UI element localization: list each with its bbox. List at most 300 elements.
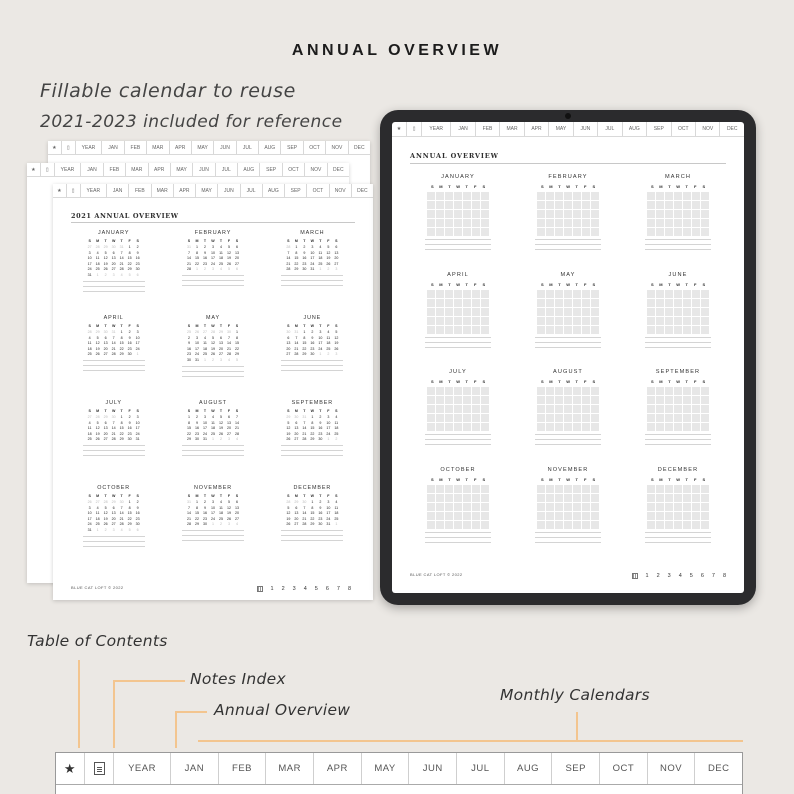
day-cell[interactable]: 10	[318, 335, 323, 340]
day-cell[interactable]: 11	[318, 250, 323, 255]
fillable-day-cell[interactable]	[683, 414, 691, 422]
day-cell[interactable]: 30	[135, 522, 140, 527]
tab-notes[interactable]	[407, 122, 422, 136]
day-cell[interactable]: 18	[210, 426, 215, 431]
tab-year[interactable]: YEAR	[114, 753, 171, 784]
fillable-day-cell[interactable]	[564, 387, 572, 395]
fillable-day-cell[interactable]	[674, 423, 682, 431]
day-cell[interactable]: 19	[103, 261, 108, 266]
day-cell[interactable]: 3	[136, 330, 139, 334]
day-cell[interactable]: 28	[95, 245, 100, 249]
day-cell[interactable]: 20	[226, 426, 231, 431]
fillable-day-cell[interactable]	[564, 414, 572, 422]
day-cell[interactable]: 27	[334, 261, 339, 266]
day-cell[interactable]: 21	[111, 346, 116, 351]
day-cell[interactable]: 26	[286, 522, 291, 527]
page-link[interactable]: 2	[281, 586, 285, 592]
day-cell[interactable]: 2	[219, 522, 222, 527]
fillable-day-cell[interactable]	[573, 512, 581, 520]
fillable-day-cell[interactable]	[546, 405, 554, 413]
tab-notes[interactable]	[41, 163, 55, 176]
day-cell[interactable]: 15	[302, 341, 307, 346]
fillable-day-cell[interactable]	[573, 228, 581, 236]
day-cell[interactable]: 29	[294, 500, 299, 504]
fillable-day-cell[interactable]	[454, 387, 462, 395]
fillable-day-cell[interactable]	[463, 414, 471, 422]
day-cell[interactable]: 4	[219, 245, 222, 249]
day-cell[interactable]: 30	[111, 415, 116, 419]
fillable-day-cell[interactable]	[436, 485, 444, 493]
fillable-day-cell[interactable]	[445, 503, 453, 511]
day-cell[interactable]: 5	[287, 420, 290, 425]
fillable-day-cell[interactable]	[692, 521, 700, 529]
day-cell[interactable]: 7	[120, 250, 123, 255]
tab-oct[interactable]: OCT	[304, 141, 326, 154]
fillable-day-cell[interactable]	[454, 512, 462, 520]
day-cell[interactable]: 27	[95, 500, 100, 504]
day-cell[interactable]: 14	[302, 426, 307, 431]
fillable-day-cell[interactable]	[573, 405, 581, 413]
day-cell[interactable]: 29	[234, 352, 239, 357]
day-cell[interactable]: 16	[135, 511, 140, 516]
fillable-day-cell[interactable]	[427, 512, 435, 520]
day-cell[interactable]: 1	[303, 330, 306, 334]
fillable-day-cell[interactable]	[665, 308, 673, 316]
fillable-day-cell[interactable]	[701, 396, 709, 404]
day-cell[interactable]: 9	[203, 505, 206, 510]
fillable-day-cell[interactable]	[546, 210, 554, 218]
day-cell[interactable]: 14	[226, 341, 231, 346]
fillable-day-cell[interactable]	[683, 387, 691, 395]
page-link[interactable]: 6	[325, 586, 329, 592]
day-cell[interactable]: 20	[294, 431, 299, 436]
day-cell[interactable]: 19	[326, 256, 331, 261]
fillable-day-cell[interactable]	[546, 396, 554, 404]
fillable-day-cell[interactable]	[674, 503, 682, 511]
fillable-day-cell[interactable]	[692, 290, 700, 298]
day-cell[interactable]: 9	[128, 420, 131, 425]
day-cell[interactable]: 25	[326, 346, 331, 351]
day-cell[interactable]: 30	[318, 437, 323, 442]
tab-dec[interactable]: DEC	[354, 144, 365, 151]
fillable-day-cell[interactable]	[665, 290, 673, 298]
day-cell[interactable]: 27	[87, 415, 92, 419]
day-cell[interactable]: 15	[127, 256, 132, 261]
fillable-day-cell[interactable]	[472, 512, 480, 520]
fillable-day-cell[interactable]	[436, 387, 444, 395]
day-cell[interactable]: 30	[186, 357, 191, 362]
tab-jun[interactable]: JUN	[214, 141, 236, 154]
tab-apr[interactable]: APR	[174, 184, 196, 197]
fillable-day-cell[interactable]	[674, 494, 682, 502]
day-cell[interactable]: 20	[218, 346, 223, 351]
fillable-day-cell[interactable]	[454, 192, 462, 200]
fillable-day-cell[interactable]	[555, 405, 563, 413]
day-cell[interactable]: 11	[211, 420, 215, 425]
day-cell[interactable]: 25	[218, 261, 223, 266]
day-cell[interactable]: 24	[326, 516, 331, 521]
fillable-day-cell[interactable]	[454, 299, 462, 307]
day-cell[interactable]: 24	[87, 267, 92, 272]
fillable-day-cell[interactable]	[472, 308, 480, 316]
day-cell[interactable]: 20	[234, 511, 239, 516]
day-cell[interactable]: 2	[195, 415, 198, 419]
day-cell[interactable]: 7	[112, 335, 115, 340]
tab-may[interactable]: MAY	[362, 753, 410, 784]
day-cell[interactable]: 13	[334, 250, 339, 255]
day-cell[interactable]: 15	[234, 341, 239, 346]
day-cell[interactable]: 5	[227, 245, 230, 249]
day-cell[interactable]: 24	[87, 522, 92, 527]
day-cell[interactable]: 25	[210, 431, 215, 436]
day-cell[interactable]: 29	[119, 437, 124, 442]
day-cell[interactable]: 11	[219, 250, 223, 255]
fillable-day-cell[interactable]	[555, 299, 563, 307]
day-cell[interactable]: 16	[127, 341, 132, 346]
fillable-day-cell[interactable]	[537, 512, 545, 520]
fillable-day-cell[interactable]	[463, 494, 471, 502]
day-cell[interactable]: 9	[319, 420, 322, 425]
fillable-day-cell[interactable]	[674, 405, 682, 413]
fillable-day-cell[interactable]	[546, 228, 554, 236]
day-cell[interactable]: 22	[127, 261, 132, 266]
fillable-day-cell[interactable]	[463, 485, 471, 493]
fillable-day-cell[interactable]	[537, 210, 545, 218]
fillable-day-cell[interactable]	[582, 485, 590, 493]
fillable-day-cell[interactable]	[692, 485, 700, 493]
fillable-day-cell[interactable]	[537, 521, 545, 529]
day-cell[interactable]: 7	[287, 250, 290, 255]
day-cell[interactable]: 15	[119, 341, 124, 346]
day-cell[interactable]: 1	[203, 357, 206, 362]
day-cell[interactable]: 8	[235, 335, 238, 340]
fillable-day-cell[interactable]	[472, 210, 480, 218]
tab-feb[interactable]: FEB	[219, 753, 267, 784]
fillable-day-cell[interactable]	[582, 192, 590, 200]
day-cell[interactable]: 9	[319, 505, 322, 510]
day-cell[interactable]: 21	[111, 431, 116, 436]
day-cell[interactable]: 18	[334, 426, 339, 431]
fillable-day-cell[interactable]	[591, 485, 599, 493]
fillable-day-cell[interactable]	[427, 317, 435, 325]
day-cell[interactable]: 6	[104, 420, 107, 425]
day-cell[interactable]: 28	[87, 330, 92, 334]
fillable-day-cell[interactable]	[537, 405, 545, 413]
tab-nov[interactable]: NOV	[648, 753, 696, 784]
fillable-day-cell[interactable]	[454, 290, 462, 298]
fillable-day-cell[interactable]	[472, 503, 480, 511]
fillable-day-cell[interactable]	[665, 521, 673, 529]
day-cell[interactable]: 15	[127, 511, 132, 516]
fillable-day-cell[interactable]	[674, 192, 682, 200]
fillable-day-cell[interactable]	[591, 521, 599, 529]
day-cell[interactable]: 24	[194, 352, 199, 357]
day-cell[interactable]: 27	[202, 330, 207, 334]
day-cell[interactable]: 17	[135, 426, 140, 431]
page-link[interactable]: 4	[303, 586, 307, 592]
day-cell[interactable]: 5	[104, 505, 107, 510]
tab-star[interactable]	[56, 753, 85, 784]
tab-feb[interactable]: FEB	[125, 141, 147, 154]
fillable-day-cell[interactable]	[436, 521, 444, 529]
fillable-day-cell[interactable]	[701, 192, 709, 200]
fillable-day-cell[interactable]	[481, 290, 489, 298]
day-cell[interactable]: 5	[227, 500, 230, 504]
fillable-day-cell[interactable]	[701, 308, 709, 316]
day-cell[interactable]: 27	[234, 516, 239, 521]
day-cell[interactable]: 19	[286, 431, 291, 436]
day-cell[interactable]: 4	[88, 420, 91, 425]
day-cell[interactable]: 5	[335, 330, 338, 334]
fillable-day-cell[interactable]	[591, 396, 599, 404]
day-cell[interactable]: 27	[103, 437, 108, 442]
day-cell[interactable]: 5	[96, 335, 99, 340]
fillable-day-cell[interactable]	[683, 405, 691, 413]
fillable-day-cell[interactable]	[656, 405, 664, 413]
day-cell[interactable]: 2	[128, 330, 131, 334]
day-cell[interactable]: 2	[128, 415, 131, 419]
fillable-day-cell[interactable]	[463, 219, 471, 227]
day-cell[interactable]: 28	[234, 431, 239, 436]
page-link[interactable]: 2	[656, 573, 660, 579]
day-cell[interactable]: 26	[95, 352, 100, 357]
fillable-day-cell[interactable]	[692, 387, 700, 395]
day-cell[interactable]: 12	[286, 511, 291, 516]
fillable-day-cell[interactable]	[692, 494, 700, 502]
day-cell[interactable]: 2	[319, 500, 322, 504]
tab-jul[interactable]: JUL	[598, 122, 622, 136]
fillable-day-cell[interactable]	[591, 326, 599, 334]
day-cell[interactable]: 7	[295, 335, 298, 340]
fillable-day-cell[interactable]	[555, 485, 563, 493]
fillable-day-cell[interactable]	[564, 201, 572, 209]
day-cell[interactable]: 4	[235, 437, 238, 442]
day-cell[interactable]: 29	[310, 522, 315, 527]
day-cell[interactable]: 17	[202, 426, 207, 431]
day-cell[interactable]: 15	[119, 426, 124, 431]
tab-feb[interactable]: FEB	[129, 184, 151, 197]
fillable-day-cell[interactable]	[647, 228, 655, 236]
fillable-day-cell[interactable]	[692, 201, 700, 209]
day-cell[interactable]: 8	[120, 335, 123, 340]
fillable-day-cell[interactable]	[546, 423, 554, 431]
day-cell[interactable]: 30	[111, 245, 116, 249]
tab-mar[interactable]: MAR	[152, 184, 174, 197]
day-cell[interactable]: 6	[136, 272, 139, 277]
day-cell[interactable]: 27	[111, 522, 116, 527]
day-cell[interactable]: 30	[294, 415, 299, 419]
day-cell[interactable]: 1	[235, 330, 238, 334]
fillable-day-cell[interactable]	[582, 299, 590, 307]
day-cell[interactable]: 21	[186, 261, 191, 266]
day-cell[interactable]: 19	[210, 346, 215, 351]
fillable-day-cell[interactable]	[683, 396, 691, 404]
fillable-day-cell[interactable]	[656, 201, 664, 209]
tab-jul[interactable]: JUL	[216, 163, 238, 176]
fillable-day-cell[interactable]	[647, 290, 655, 298]
fillable-day-cell[interactable]	[692, 228, 700, 236]
day-cell[interactable]: 5	[128, 272, 131, 277]
day-cell[interactable]: 31	[111, 330, 116, 334]
day-cell[interactable]: 8	[195, 505, 198, 510]
fillable-day-cell[interactable]	[656, 192, 664, 200]
day-cell[interactable]: 27	[234, 261, 239, 266]
day-cell[interactable]: 28	[119, 522, 124, 527]
fillable-day-cell[interactable]	[463, 405, 471, 413]
day-cell[interactable]: 12	[95, 426, 100, 431]
day-cell[interactable]: 31	[302, 415, 307, 419]
day-cell[interactable]: 3	[319, 330, 322, 334]
fillable-day-cell[interactable]	[436, 494, 444, 502]
fillable-day-cell[interactable]	[472, 219, 480, 227]
day-cell[interactable]: 15	[194, 511, 199, 516]
note-line[interactable]	[83, 546, 145, 551]
tab-dec[interactable]: DEC	[707, 763, 730, 774]
fillable-day-cell[interactable]	[656, 299, 664, 307]
fillable-day-cell[interactable]	[537, 317, 545, 325]
tab-mar[interactable]: MAR	[500, 122, 524, 136]
day-cell[interactable]: 23	[302, 261, 307, 266]
fillable-day-cell[interactable]	[481, 317, 489, 325]
grid-icon[interactable]	[257, 586, 263, 592]
fillable-day-cell[interactable]	[427, 387, 435, 395]
note-line[interactable]	[425, 542, 491, 547]
day-cell[interactable]: 16	[202, 511, 207, 516]
day-cell[interactable]: 11	[219, 505, 223, 510]
fillable-day-cell[interactable]	[472, 201, 480, 209]
day-cell[interactable]: 26	[226, 516, 231, 521]
day-cell[interactable]: 18	[326, 341, 331, 346]
tab-jul[interactable]: JUL	[457, 753, 505, 784]
tab-jun[interactable]: JUN	[218, 184, 240, 197]
tab-mar[interactable]: MAR	[147, 141, 169, 154]
day-cell[interactable]: 28	[226, 352, 231, 357]
fillable-day-cell[interactable]	[564, 423, 572, 431]
day-cell[interactable]: 1	[120, 415, 123, 419]
fillable-day-cell[interactable]	[537, 423, 545, 431]
fillable-day-cell[interactable]	[701, 387, 709, 395]
fillable-day-cell[interactable]	[445, 414, 453, 422]
fillable-day-cell[interactable]	[591, 219, 599, 227]
fillable-day-cell[interactable]	[436, 290, 444, 298]
day-cell[interactable]: 10	[210, 505, 215, 510]
fillable-day-cell[interactable]	[472, 423, 480, 431]
day-cell[interactable]: 3	[327, 500, 330, 504]
fillable-day-cell[interactable]	[692, 503, 700, 511]
day-cell[interactable]: 12	[226, 250, 231, 255]
fillable-day-cell[interactable]	[445, 405, 453, 413]
tab-jan[interactable]: JAN	[81, 163, 103, 176]
tab-may[interactable]: MAY	[171, 163, 193, 176]
day-cell[interactable]: 27	[87, 245, 92, 249]
fillable-day-cell[interactable]	[573, 210, 581, 218]
day-cell[interactable]: 30	[103, 330, 108, 334]
fillable-day-cell[interactable]	[564, 228, 572, 236]
fillable-day-cell[interactable]	[665, 387, 673, 395]
day-cell[interactable]: 3	[112, 272, 115, 277]
fillable-day-cell[interactable]	[683, 317, 691, 325]
day-cell[interactable]: 23	[127, 431, 132, 436]
fillable-day-cell[interactable]	[454, 405, 462, 413]
fillable-day-cell[interactable]	[546, 512, 554, 520]
day-cell[interactable]: 21	[302, 516, 307, 521]
note-line[interactable]	[281, 370, 343, 375]
note-line[interactable]	[83, 291, 145, 296]
day-cell[interactable]: 7	[303, 420, 306, 425]
page-link[interactable]: 7	[336, 586, 340, 592]
day-cell[interactable]: 11	[95, 511, 100, 516]
day-cell[interactable]: 25	[95, 522, 100, 527]
day-cell[interactable]: 2	[136, 500, 139, 504]
tab-sep[interactable]: SEP	[552, 753, 600, 784]
day-cell[interactable]: 27	[111, 267, 116, 272]
fillable-day-cell[interactable]	[445, 512, 453, 520]
day-cell[interactable]: 24	[210, 516, 215, 521]
fillable-day-cell[interactable]	[582, 201, 590, 209]
day-cell[interactable]: 30	[318, 522, 323, 527]
fillable-day-cell[interactable]	[674, 219, 682, 227]
tab-may[interactable]: MAY	[549, 122, 573, 136]
tab-nov[interactable]: NOV	[326, 141, 348, 154]
fillable-day-cell[interactable]	[692, 512, 700, 520]
day-cell[interactable]: 22	[119, 346, 124, 351]
day-cell[interactable]: 2	[303, 245, 306, 249]
day-cell[interactable]: 21	[294, 346, 299, 351]
fillable-day-cell[interactable]	[537, 485, 545, 493]
fillable-day-cell[interactable]	[665, 317, 673, 325]
day-cell[interactable]: 1	[295, 245, 298, 249]
fillable-day-cell[interactable]	[656, 423, 664, 431]
day-cell[interactable]: 2	[104, 527, 107, 532]
fillable-day-cell[interactable]	[555, 219, 563, 227]
page-link[interactable]: 5	[314, 586, 318, 592]
tab-feb[interactable]: FEB	[476, 122, 500, 136]
fillable-day-cell[interactable]	[445, 228, 453, 236]
day-cell[interactable]: 30	[302, 267, 307, 272]
fillable-day-cell[interactable]	[537, 219, 545, 227]
fillable-day-cell[interactable]	[481, 326, 489, 334]
fillable-day-cell[interactable]	[472, 290, 480, 298]
fillable-day-cell[interactable]	[427, 405, 435, 413]
fillable-day-cell[interactable]	[665, 512, 673, 520]
day-cell[interactable]: 8	[311, 505, 314, 510]
day-cell[interactable]: 6	[136, 527, 139, 532]
fillable-day-cell[interactable]	[445, 387, 453, 395]
day-cell[interactable]: 25	[334, 431, 339, 436]
day-cell[interactable]: 4	[203, 335, 206, 340]
day-cell[interactable]: 13	[218, 341, 223, 346]
day-cell[interactable]: 2	[219, 437, 222, 442]
fillable-day-cell[interactable]	[674, 387, 682, 395]
day-cell[interactable]: 28	[294, 352, 299, 357]
fillable-day-cell[interactable]	[436, 299, 444, 307]
day-cell[interactable]: 12	[103, 256, 108, 261]
day-cell[interactable]: 23	[135, 261, 140, 266]
fillable-day-cell[interactable]	[665, 414, 673, 422]
fillable-day-cell[interactable]	[472, 396, 480, 404]
day-cell[interactable]: 2	[327, 352, 330, 357]
day-cell[interactable]: 27	[103, 352, 108, 357]
fillable-day-cell[interactable]	[647, 396, 655, 404]
day-cell[interactable]: 23	[202, 261, 207, 266]
tab-dec[interactable]: DEC	[357, 187, 368, 194]
day-cell[interactable]: 30	[127, 352, 132, 357]
fillable-day-cell[interactable]	[427, 396, 435, 404]
day-cell[interactable]: 24	[210, 261, 215, 266]
fillable-day-cell[interactable]	[573, 201, 581, 209]
day-cell[interactable]: 3	[88, 505, 91, 510]
fillable-day-cell[interactable]	[427, 210, 435, 218]
